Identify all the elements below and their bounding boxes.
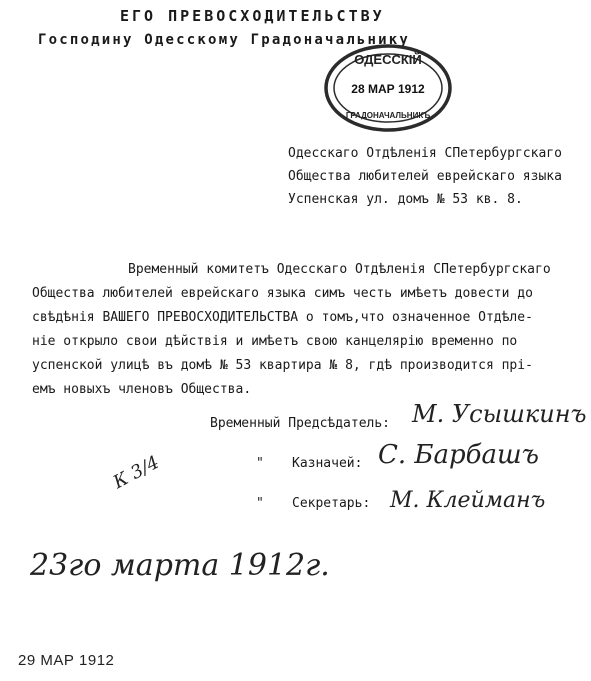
body-line-1: Временный комитетъ Одесскаго Отдѣленія СПетербургскаго [128, 262, 551, 277]
secretary-label: Секретарь: [292, 496, 371, 511]
stamp-top-text: ОДЕССКІЙ [354, 52, 422, 67]
stamp-date: 28 МАР 1912 [351, 82, 425, 96]
governor-office-stamp [318, 40, 458, 136]
body-line-6: емъ новыхъ членовъ Общества. [32, 382, 252, 397]
sender-line-3: Успенская ул. домъ № 53 кв. 8. [288, 192, 523, 207]
ditto-mark-2: " [256, 496, 264, 511]
body-line-4: ніе открыло свои дѣйствія и имѣетъ свою канцелярію временно по [32, 334, 518, 349]
treasurer-signature: С. Барбашъ [378, 440, 540, 470]
treasurer-label: Казначей: [292, 456, 363, 471]
body-line-3: свѣдѣнія ВАШЕГО ПРЕВОСХОДИТЕЛЬСТВА о томъ,что означенное Отдѣле- [32, 310, 533, 325]
handwritten-date: 23го марта 1912г. [30, 548, 330, 583]
ditto-mark-1: " [256, 456, 264, 471]
chairman-signature: М. Усышкинъ [412, 400, 587, 428]
addressee-name: Господину Одесскому Градоначальнику [38, 32, 411, 48]
margin-note: К 3/4 [109, 451, 163, 494]
sender-line-1: Одесскаго Отдѣленія СПетербургскаго [288, 146, 562, 161]
addressee-title: ЕГО ПРЕВОСХОДИТЕЛЬСТВУ [120, 7, 385, 25]
receipt-date-stamp: 29 МАР 1912 [18, 652, 115, 669]
body-line-5: успенской улицѣ въ домѣ № 53 квартира № 8, гдѣ производится прі- [32, 358, 533, 373]
sender-line-2: Общества любителей еврейскаго языка [288, 169, 562, 184]
body-line-2: Общества любителей еврейскаго языка симъ честь имѣетъ довести до [32, 286, 533, 301]
secretary-signature: М. Клейманъ [390, 488, 546, 513]
stamp-bottom-text: ГРАДОНАЧАЛЬНИКЪ [345, 111, 431, 120]
chairman-label: Временный Предсѣдатель: [210, 416, 391, 431]
